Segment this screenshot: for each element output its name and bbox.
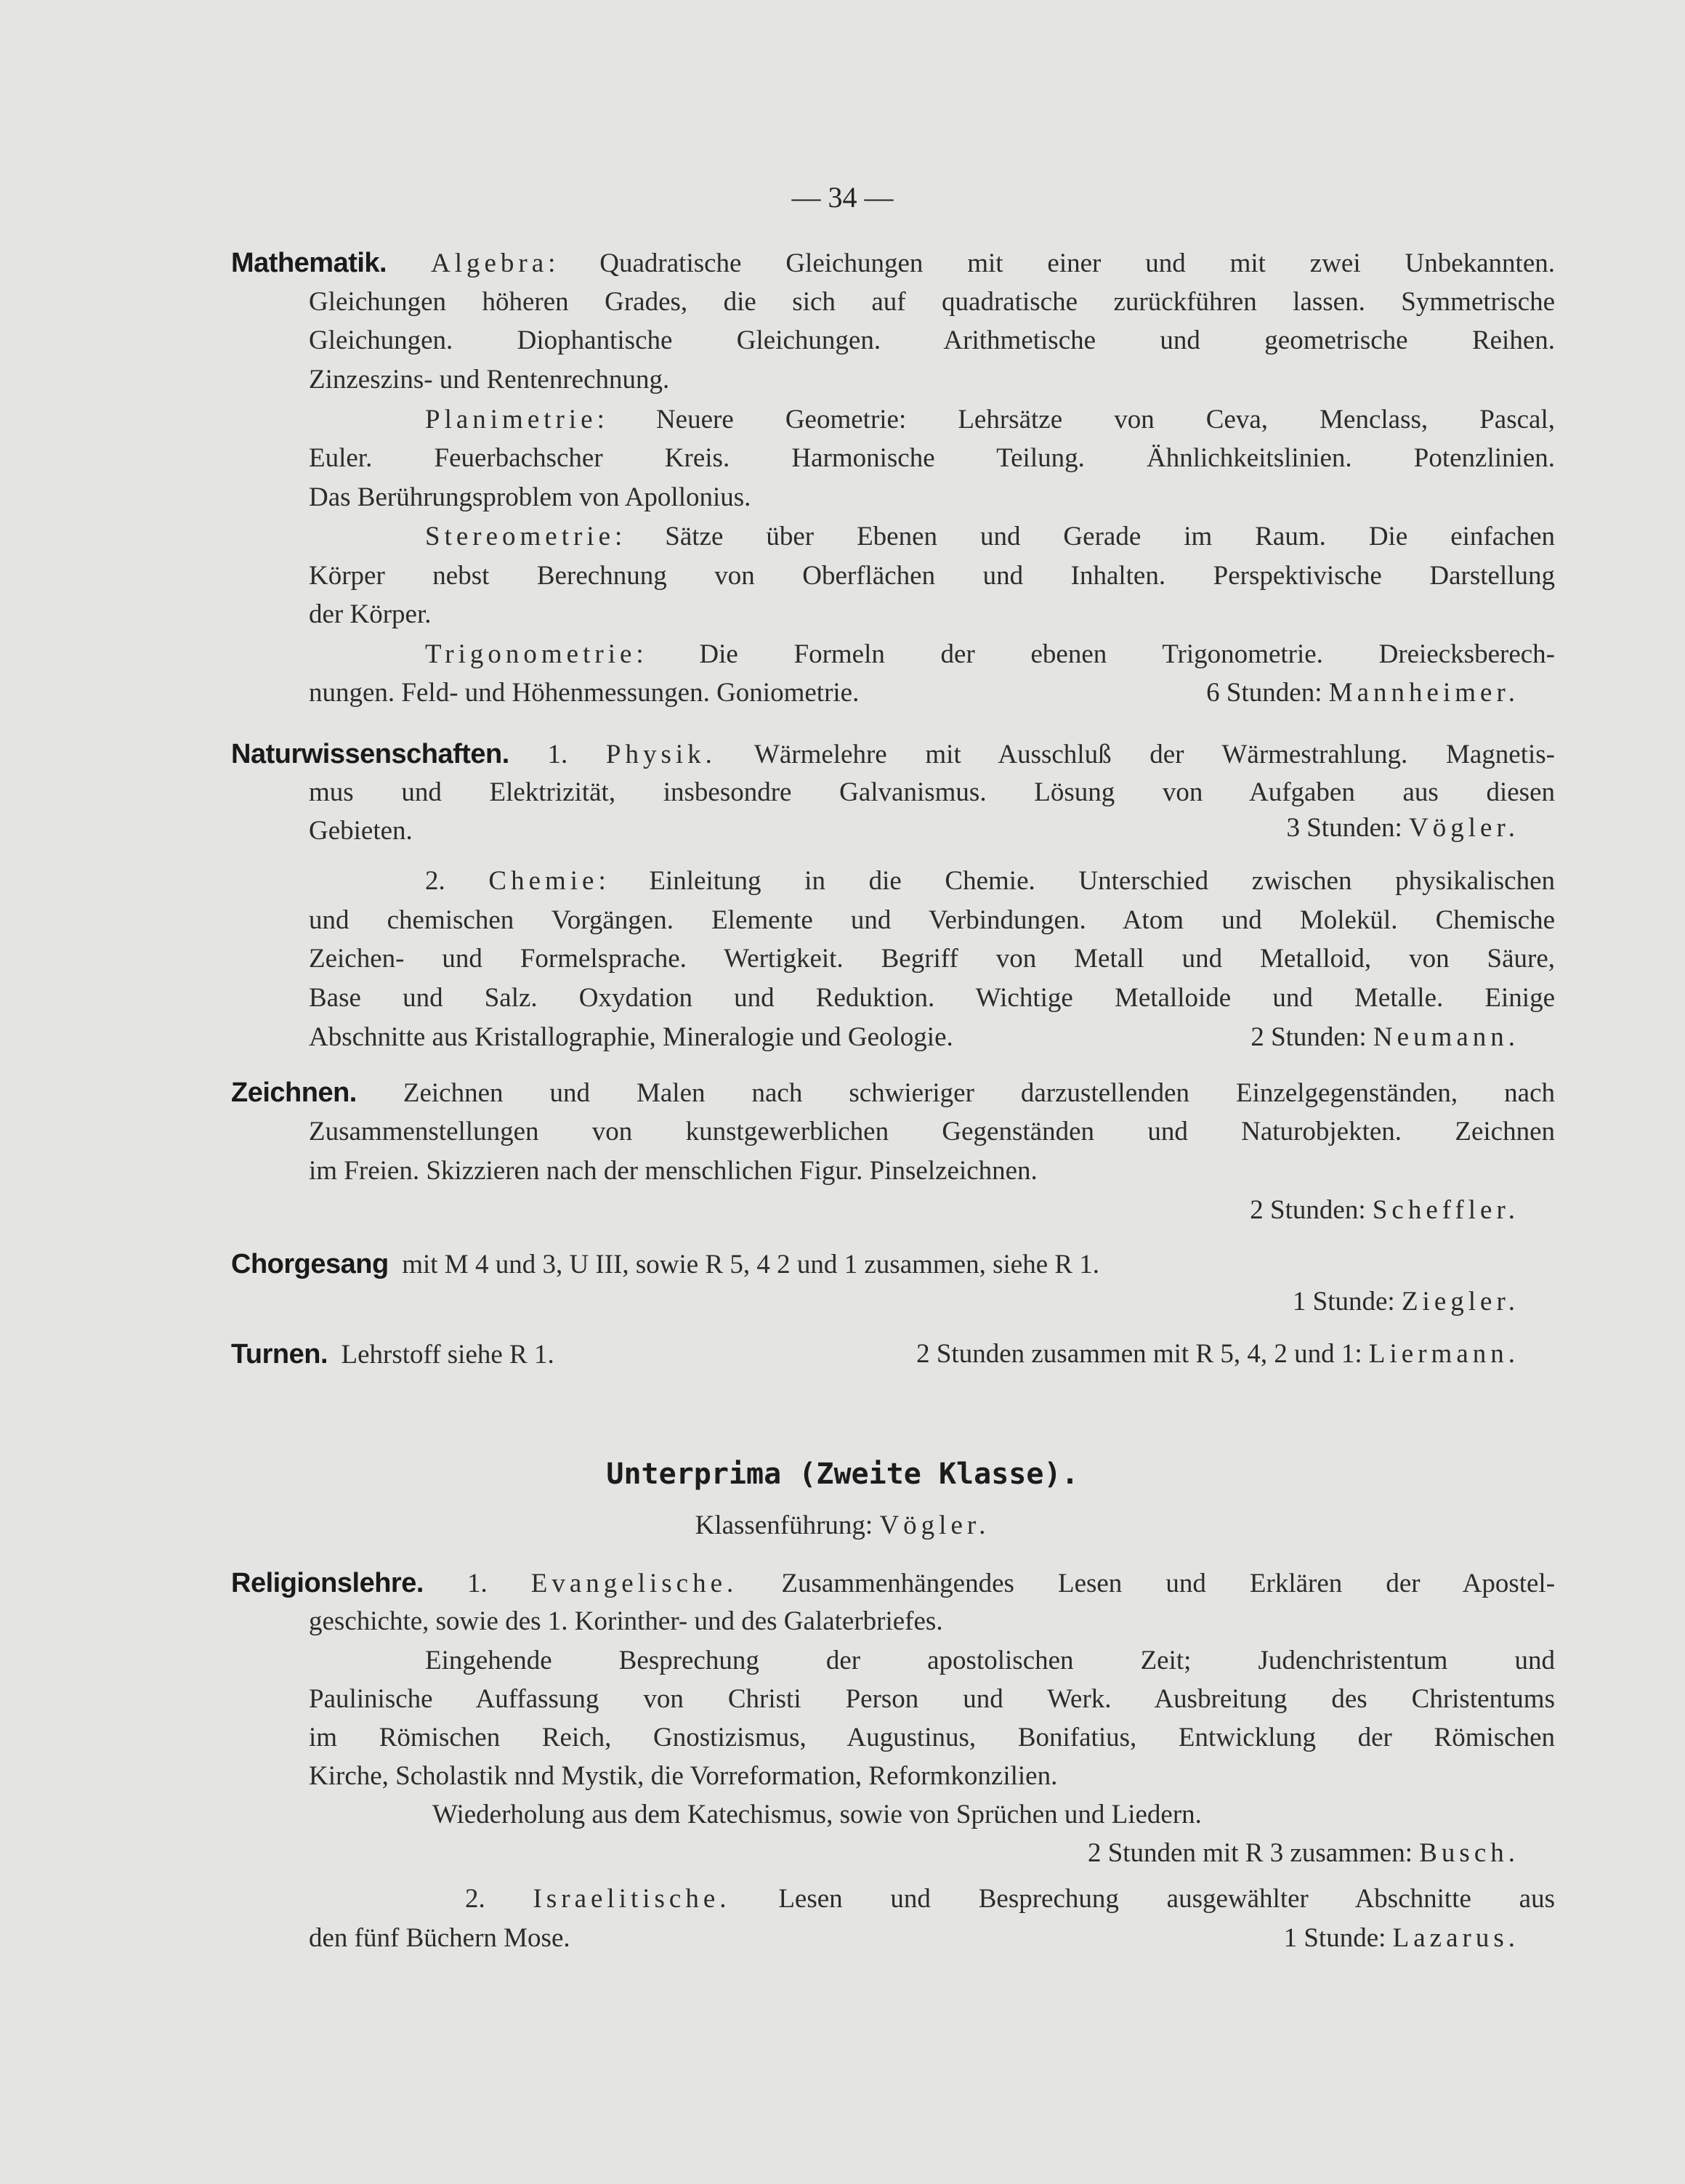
turnen-teacher: Liermann. <box>1368 1339 1519 1369</box>
zeichnen-line-1: Zeichnen. Zeichnen und Malen nach schwieriger darzustellenden Einzelgegenständen, nach <box>231 1077 1555 1108</box>
trigonometrie-line-2: nungen. Feld- und Höhenmessungen. Goniometrie. <box>309 678 860 708</box>
religion-line-2: geschichte, sowie des 1. Korinther- und des Galaterbriefes. <box>309 1606 943 1636</box>
zeichnen-teacher: Scheffler. <box>1372 1195 1519 1225</box>
stereometrie-line-2: Körper nebst Berechnung von Oberflächen und Inhalten. Perspektivische Darstellung <box>309 561 1555 591</box>
class-lead-teacher: Vögler. <box>879 1510 990 1540</box>
physik-line-3: Gebieten. <box>309 816 413 846</box>
mathematik-teacher: Mannheimer. <box>1328 678 1519 708</box>
mathematik-hours: 6 Stunden: Mannheimer. <box>1206 678 1519 708</box>
physik-label: Physik. <box>605 740 716 769</box>
class-lead: Klassenführung: Vögler. <box>695 1510 990 1540</box>
turnen-hours: 2 Stunden zusammen mit R 5, 4, 2 und 1: Liermann. <box>916 1339 1519 1369</box>
chorgesang-teacher: Ziegler. <box>1401 1287 1519 1317</box>
chemie-label: Chemie <box>488 866 599 896</box>
chemie-line-3: Zeichen- und Formelsprache. Wertigkeit. Begriff von Metall und Metalloid, von Säure, <box>309 944 1555 974</box>
chemie-line-4: Base und Salz. Oxydation und Reduktion. Wichtige Metalloide und Metalle. Einige <box>309 983 1555 1013</box>
israelitische-line-1: 2. Israelitische. Lesen und Besprechung ausgewählter Abschnitte aus <box>465 1884 1555 1914</box>
religion-para2-line-1: Eingehende Besprechung der apostolischen Zeit; Judenchristentum und <box>425 1646 1555 1675</box>
physik-line-2: mus und Elektrizität, insbesondre Galvanismus. Lösung von Aufgaben aus diesen <box>309 777 1555 807</box>
religion-para2-line-4: Kirche, Scholastik nnd Mystik, die Vorreformation, Reformkonzilien. <box>309 1761 1058 1791</box>
planimetrie-line-1: Planimetrie: Neuere Geometrie: Lehrsätze von Ceva, Menclass, Pascal, <box>425 405 1555 434</box>
turnen-line-1: Turnen. Lehrstoff siehe R 1. <box>231 1339 554 1370</box>
mathematik-line-2: Gleichungen höheren Grades, die sich auf quadratische zurückführen lassen. Symmetrische <box>309 287 1555 317</box>
stereometrie-label: Stereometrie <box>425 522 615 551</box>
mathematik-line-1: Mathematik. Algebra: Quadratische Gleichungen mit einer und mit zwei Unbekannten. <box>231 248 1555 278</box>
religion-para3: Wiederholung aus dem Katechismus, sowie von Sprüchen und Liedern. <box>432 1800 1202 1829</box>
evangelische-teacher: Busch. <box>1419 1838 1519 1868</box>
zeichnen-line-3: im Freien. Skizzieren nach der menschlichen Figur. Pinselzeichnen. <box>309 1156 1038 1186</box>
chemie-hours: 2 Stunden: Neumann. <box>1250 1022 1519 1052</box>
planimetrie-label: Planimetrie <box>425 405 597 434</box>
israelitische-hours: 1 Stunde: Lazarus. <box>1283 1923 1519 1953</box>
evangelische-hours: 2 Stunden mit R 3 zusammen: Busch. <box>1087 1838 1519 1868</box>
chemie-teacher: Neumann. <box>1373 1022 1519 1052</box>
subject-turnen: Turnen. <box>231 1339 328 1370</box>
religion-para2-line-3: im Römischen Reich, Gnostizismus, Augustinus, Bonifatius, Entwicklung der Römischen <box>309 1723 1555 1752</box>
zeichnen-line-2: Zusammenstellungen von kunstgewerblichen Gegenständen und Naturobjekten. Zeichnen <box>309 1117 1555 1146</box>
stereometrie-line-1: Stereometrie: Sätze über Ebenen und Gerade im Raum. Die einfachen <box>425 522 1555 551</box>
trigonometrie-label: Trigonometrie <box>425 639 637 669</box>
israelitische-label: Israelitische. <box>533 1884 731 1914</box>
chemie-line-2: und chemischen Vorgängen. Elemente und Verbindungen. Atom und Molekül. Chemische <box>309 905 1555 935</box>
physik-teacher: Vögler. <box>1409 813 1519 843</box>
evangelische-label: Evangelische. <box>530 1569 738 1598</box>
physik-hours: 3 Stunden: Vögler. <box>1286 813 1519 843</box>
religion-para2-line-2: Paulinische Auffassung von Christi Person und Werk. Ausbreitung des Christentums <box>309 1684 1555 1714</box>
subject-chorgesang: Chorgesang <box>231 1249 389 1279</box>
stereometrie-line-3: der Körper. <box>309 599 432 629</box>
trigonometrie-line-1: Trigonometrie: Die Formeln der ebenen Trigonometrie. Dreiecksberech- <box>425 639 1555 669</box>
subject-naturwissenschaften: Naturwissenschaften. <box>231 739 509 769</box>
israelitische-line-2: den fünf Büchern Mose. <box>309 1923 570 1953</box>
subject-zeichnen: Zeichnen. <box>231 1077 357 1108</box>
planimetrie-line-2: Euler. Feuerbachscher Kreis. Harmonische Teilung. Ähnlichkeitslinien. Potenzlinien. <box>309 443 1555 473</box>
chemie-line-5: Abschnitte aus Kristallographie, Mineralogie und Geologie. <box>309 1022 953 1052</box>
chorgesang-line-1: Chorgesang mit M 4 und 3, U III, sowie R 5, 4 2 und 1 zusammen, siehe R 1. <box>231 1249 1100 1279</box>
section-title: Unterprima (Zweite Klasse). <box>606 1457 1079 1491</box>
page-number: — 34 — <box>791 181 894 214</box>
subject-religionslehre: Religionslehre. <box>231 1568 424 1598</box>
religion-line-1: Religionslehre. 1. Evangelische. Zusammenhängendes Lesen und Erklären der Apostel- <box>231 1568 1556 1598</box>
naturwissenschaften-line-1: Naturwissenschaften. 1. Physik. Wärmelehre mit Ausschluß der Wärmestrahlung. Magnetis- <box>231 739 1555 769</box>
mathematik-line-4: Zinzeszins- und Rentenrechnung. <box>309 365 670 395</box>
israelitische-teacher: Lazarus. <box>1392 1923 1519 1953</box>
subject-mathematik: Mathematik. <box>231 248 387 278</box>
planimetrie-line-3: Das Berührungsproblem von Apollonius. <box>309 482 751 512</box>
chorgesang-hours: 1 Stunde: Ziegler. <box>1292 1287 1519 1317</box>
mathematik-line-3: Gleichungen. Diophantische Gleichungen. Arithmetische und geometrische Reihen. <box>309 325 1555 355</box>
algebra-label: Algebra <box>430 248 549 278</box>
zeichnen-hours: 2 Stunden: Scheffler. <box>1250 1195 1519 1225</box>
chemie-line-1: 2. Chemie: Einleitung in die Chemie. Unterschied zwischen physikalischen <box>425 866 1556 896</box>
